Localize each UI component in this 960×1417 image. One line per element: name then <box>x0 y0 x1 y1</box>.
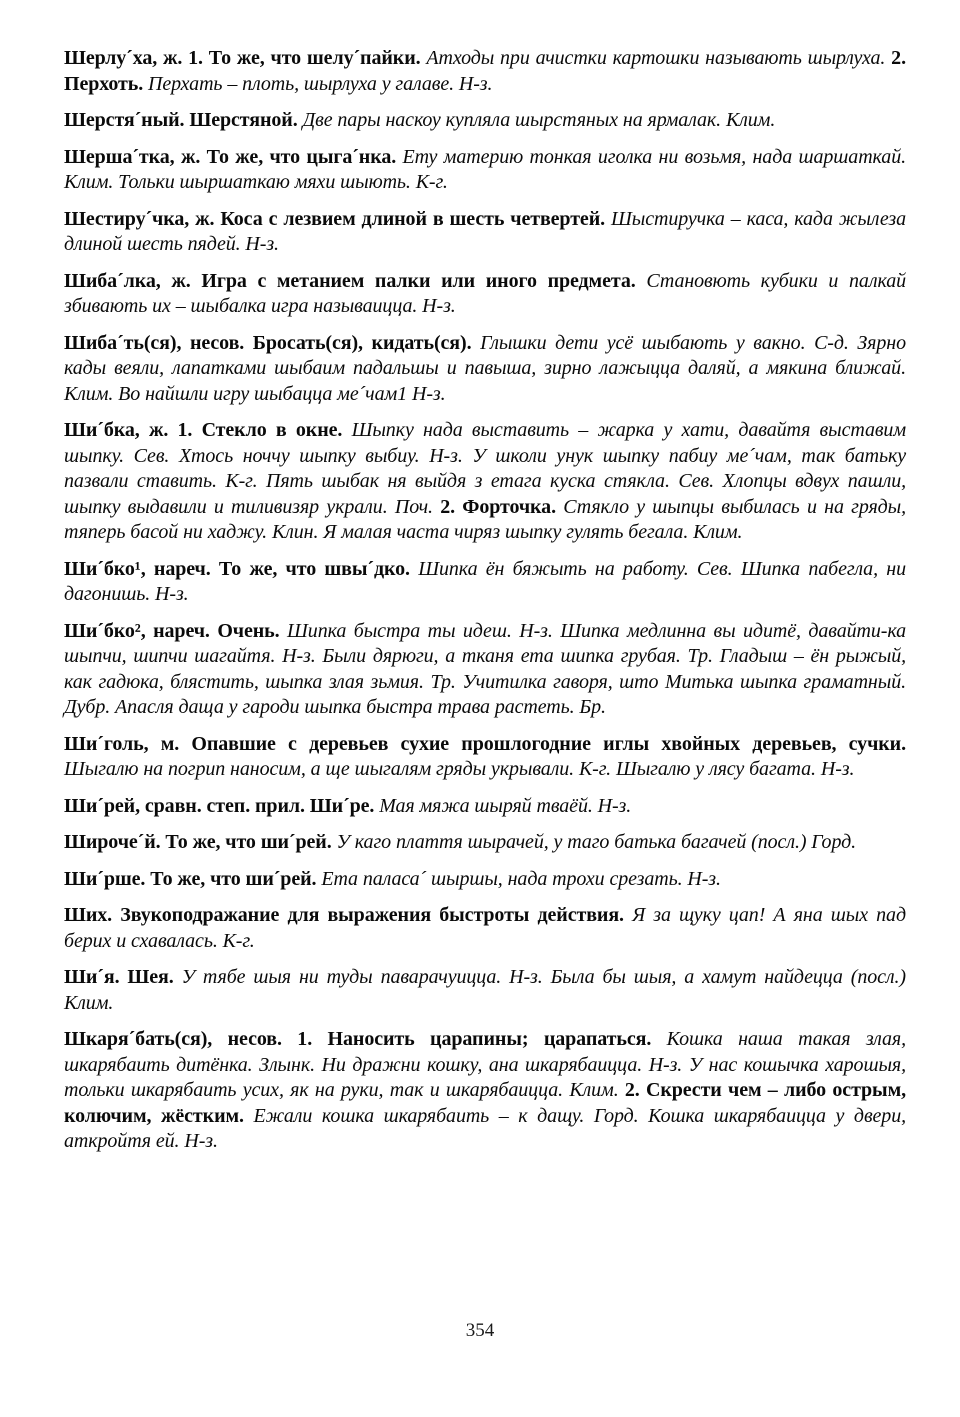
dictionary-entry <box>64 867 906 893</box>
example-quote-text: Становють кубики и палкай збивають их – шыбалка игра называицца. Н-з. <box>64 269 907 317</box>
headword-definition-text: Шерша´тка, ж. То же, что цыга´нка. <box>64 145 403 168</box>
example-quote-text: Две пары наскоу купляла шырстяных на ярмалак. Клим. <box>302 109 776 131</box>
example-quote-text: Ета паласа´ шыршы, нада трохи срезать. Н-з. <box>321 867 721 890</box>
example-quote-text: Шипка быстра ты идеш. Н-з. Шипка медлинна вы идитё, давайти-ка шыпчи, шипчи шагайтя. Н-з. Были дярюги, а тканя ета шипка грубая. Тр. Гладыш – ён рыжый, как гадюка, блястить, шыпка злая зьмия. Тр. Учитилка гаворя, што Митька шыпка граматный. Дубр. Апасля даща у гароди шыпка быстра трава растеть. Бр. <box>64 619 906 718</box>
headword-definition-text: Шерстя´ный. Шерстяной. <box>64 109 303 131</box>
example-quote-text: У каго плаття шырачей, у таго батька багачей (посл.) Горд. <box>336 831 856 853</box>
headword-definition-text: Ши´я. Шея. <box>64 966 182 988</box>
dictionary-entry <box>64 331 906 408</box>
example-quote-text: Атходы при ачистки картошки называють шырлуха. <box>426 47 892 69</box>
headword-definition-text: Ших. Звукоподражание для выражения быстроты действия. <box>64 904 633 926</box>
headword-definition-text: Шиба´лка, ж. Игра с метанием палки или иного предмета. <box>64 269 647 292</box>
dictionary-entry <box>64 732 906 783</box>
dictionary-entry <box>64 794 906 820</box>
dictionary-entry <box>64 619 906 721</box>
dictionary-entry <box>64 557 906 608</box>
example-quote-text: Мая мяжа шыряй тваёй. Н-з. <box>379 794 632 817</box>
dictionary-entry <box>64 418 906 546</box>
example-quote-text: Шыгалю на погрип наносим, а ще шыгалям гряды укрывали. К-г. Шыгалю у лясу багата. Н-з. <box>64 758 855 780</box>
dictionary-entry <box>64 207 906 258</box>
example-quote-text: У тябе шыя ни туды паварачуицца. Н-з. Была бы шыя, а хамут найдецца (посл.) Клим. <box>64 966 906 1014</box>
dictionary-entry <box>64 46 906 97</box>
dictionary-entry <box>64 965 906 1016</box>
dictionary-entry <box>64 1027 906 1155</box>
headword-definition-text: Шиба´ть(ся), несов. Бросать(ся), кидать(ся). <box>64 331 481 354</box>
example-quote-text: Кошка наша такая злая, шкарябаить дитёнка. Злынк. Ни дражни кошку, ана шкарябаицца. Н-з. У нас кошычка харошыя, тольки шкарябаить усих, як на руки, так и шкарябаицца. Клим. <box>64 1028 906 1101</box>
headword-definition-text: Ши´голь, м. Опавшие с деревьев сухие прошлогодние иглы хвойных деревьев, сучки. <box>64 732 906 755</box>
headword-definition-text: 2. Скрести чем – либо острым, колючим, жёстким. <box>64 1079 906 1127</box>
headword-definition-text: 2. Форточка. <box>440 495 564 518</box>
entries <box>64 46 906 1166</box>
example-quote-text: Ету материю тонкая иголка ни возьмя, нада шаршаткай. Клим. Тольки шыршаткаю мяхи шыють. К-г. <box>64 145 907 193</box>
headword-definition-text: Ши´рше. То же, что ши´рей. <box>64 867 322 890</box>
dictionary-entry <box>64 145 906 196</box>
example-quote-text: Шыстиручка – каса, када жылеза длиной шесть пядей. Н-з. <box>64 207 907 255</box>
dictionary-entry <box>64 830 906 856</box>
dictionary-entry <box>64 903 906 954</box>
example-quote-text: Ежали кошка шкарябаить – к дащу. Горд. Кошка шкарябаицца у двери, аткройтя ей. Н-з. <box>64 1104 906 1152</box>
example-quote-text: Шипка ён бяжыть на работу. Сев. Шипка пабегла, ни дагонишь. Н-з. <box>64 557 907 605</box>
dictionary-entry <box>64 269 906 320</box>
example-quote-text: Я за щуку цап! А яна шых пад берих и схавалась. К-г. <box>64 904 906 952</box>
example-quote-text: Шыпку нада выставить – жарка у хати, давайтя выставим шыпку. Сев. Хтось ноччу шыпку выбиу. Н-з. У школи унук шыпку пабиу ме´чам, так батьку пазвали ставить. К-г. Пять шыбак ня выйдя з етага куска стякла. Сев. Хлопцы вдвух пашли, шыпку выдавили и тиливизяр украли. Поч. <box>64 419 906 518</box>
headword-definition-text: 2. Перхоть. <box>64 47 906 95</box>
headword-definition-text: Широче´й. То же, что ши´рей. <box>64 831 337 853</box>
example-quote-text: Перхать – плоть, шырлуха у галаве. Н-з. <box>148 72 493 95</box>
headword-definition-text: Ши´бко¹, нареч. То же, что швы´дко. <box>64 557 419 580</box>
example-quote-text: Глышки дети усё шыбають у вакно. С-д. Зярно кады веяли, лапатками шыбаим падальшы и павыша, зирно лажыцца даляй, а мякина ближай. Клим. Во найшли игру шыбацца ме´чам1 Н-з. <box>64 331 906 405</box>
page-number: 354 <box>465 1320 495 1341</box>
headword-definition-text: Ши´бка, ж. 1. Стекло в окне. <box>64 419 352 441</box>
example-quote-text: Стякло у шыпцы выбилась и на гряды, тяперь басой ни хаджу. Клин. Я малая часта чиряз шыпку гулять бегала. Клим. <box>64 495 907 543</box>
dictionary-entry <box>64 108 906 134</box>
headword-definition-text: Шкаря´бать(ся), несов. 1. Наносить царапины; царапаться. <box>64 1028 667 1050</box>
headword-definition-text: Шерлу´ха, ж. 1. То же, что шелу´пайки. <box>64 47 427 69</box>
headword-definition-text: Ши´рей, сравн. степ. прил. Ши´ре. <box>64 794 380 817</box>
headword-definition-text: Ши´бко², нареч. Очень. <box>64 619 288 642</box>
headword-definition-text: Шестиру´чка, ж. Коса с лезвием длиной в шесть четвертей. <box>64 207 611 230</box>
